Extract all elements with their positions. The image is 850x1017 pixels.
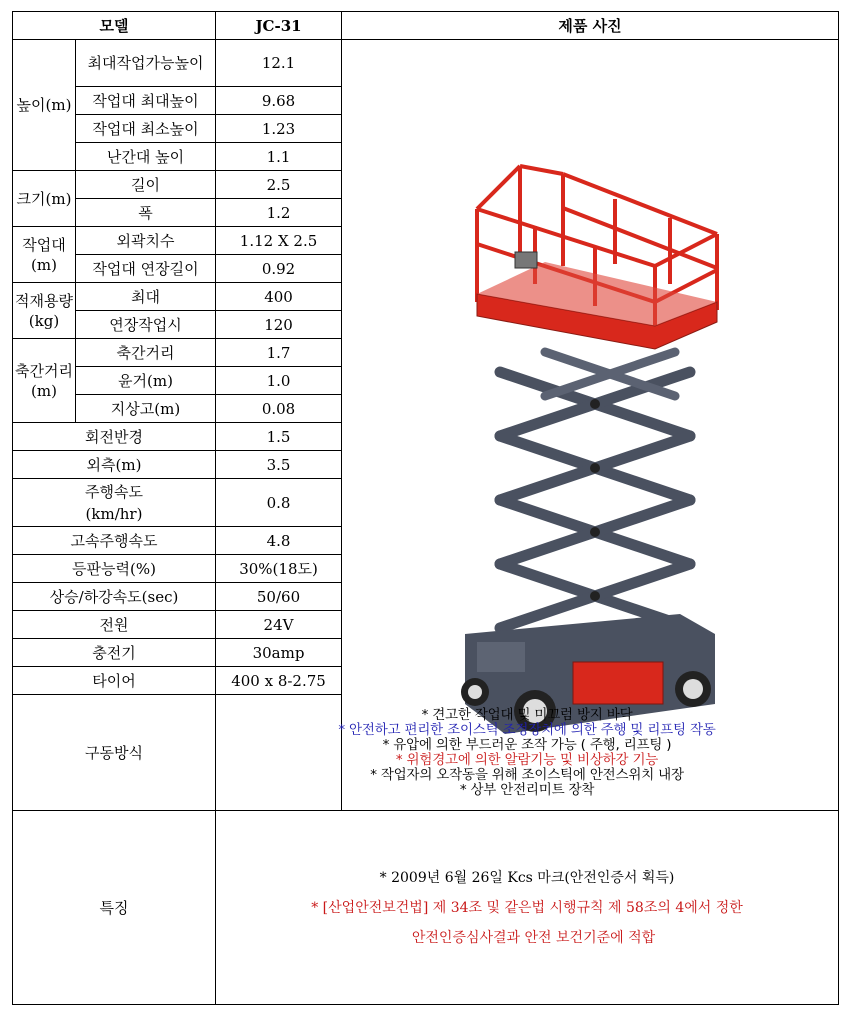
spec-name: 연장작업시 [76, 311, 216, 339]
spec-value: 1.2 [216, 199, 342, 227]
drive-line: * 상부 안전리미트 장착 [459, 781, 595, 798]
drive-line: * 작업자의 오작동을 위해 조이스틱에 안전스위치 내장 [370, 766, 684, 783]
scissor-lift-image [445, 144, 735, 734]
drive-label: 구동방식 [13, 695, 216, 811]
spec-name: 충전기 [13, 639, 216, 667]
spec-name: 외곽치수 [76, 227, 216, 255]
spec-name: 최대 [76, 283, 216, 311]
spec-name: 난간대 높이 [76, 143, 216, 171]
spec-value: 0.08 [216, 395, 342, 423]
spec-name: 윤거(m) [76, 367, 216, 395]
header-model: 모델 [13, 12, 216, 40]
feature-description [216, 811, 839, 1005]
spec-value: 1.23 [216, 115, 342, 143]
spec-value: 9.68 [216, 87, 342, 115]
spec-value: 30%(18도) [216, 555, 342, 583]
spec-name: 외측(m) [13, 451, 216, 479]
spec-value: 400 [216, 283, 342, 311]
drive-line: * 견고한 작업대 및 미끄럼 방지 바닥 [421, 706, 633, 723]
header-photo: 제품 사진 [342, 12, 839, 40]
feature-label: 특징 [13, 811, 216, 1005]
group-label-wheelbase: 축간거리(m) [13, 339, 76, 423]
group-label-platform: 작업대(m) [13, 227, 76, 283]
spec-name-text: 주행속도 (km/hr) [85, 482, 143, 523]
spec-value: 1.12 X 2.5 [216, 227, 342, 255]
drive-description [216, 695, 839, 811]
spec-name: 고속주행속도 [13, 527, 216, 555]
drive-line: * 안전하고 편리한 조이스틱 조정장치에 의한 주행 및 리프팅 작동 [338, 721, 716, 738]
group-label-size: 크기(m) [13, 171, 76, 227]
spec-value: 400 x 8-2.75 [216, 667, 342, 695]
feature-line: * [산업안전보건법] 제 34조 및 같은법 시행규칙 제 58조의 4에서 정한 [311, 899, 743, 916]
spec-name: 작업대 연장길이 [76, 255, 216, 283]
spec-name: 상승/하강속도(sec) [13, 583, 216, 611]
spec-value: 1.5 [216, 423, 342, 451]
spec-value: 2.5 [216, 171, 342, 199]
spec-value: 0.8 [216, 479, 342, 527]
spec-name: 작업대 최대높이 [76, 87, 216, 115]
spec-value: 12.1 [216, 40, 342, 87]
spec-name: 회전반경 [13, 423, 216, 451]
group-label-capacity: 적재용량(kg) [13, 283, 76, 339]
spec-name: 폭 [76, 199, 216, 227]
spec-name: 등판능력(%) [13, 555, 216, 583]
spec-value: 30amp [216, 639, 342, 667]
spec-name: 지상고(m) [76, 395, 216, 423]
feature-row [13, 811, 839, 1005]
feature-line: 안전인증심사결과 안전 보건기준에 적합 [411, 929, 656, 946]
spec-table [12, 11, 839, 1005]
spec-name: 길이 [76, 171, 216, 199]
group-label-height: 높이(m) [13, 40, 76, 171]
spec-value: 1.7 [216, 339, 342, 367]
spec-value: 120 [216, 311, 342, 339]
spec-value: 4.8 [216, 527, 342, 555]
drive-row [13, 695, 839, 811]
header-model-value: JC-31 [216, 12, 342, 40]
spec-name: 전원 [13, 611, 216, 639]
spec-name: 작업대 최소높이 [76, 115, 216, 143]
spec-value: 0.92 [216, 255, 342, 283]
drive-line: * 위험경고에 의한 알람기능 및 비상하강 기능 [395, 751, 659, 768]
spec-name [13, 479, 216, 527]
spec-name: 축간거리 [76, 339, 216, 367]
header-row [13, 12, 839, 40]
spec-name: 최대작업가능높이 [76, 40, 216, 87]
spec-value: 50/60 [216, 583, 342, 611]
spec-row [13, 40, 839, 87]
spec-value: 24V [216, 611, 342, 639]
drive-line: * 유압에 의한 부드러운 조작 가능 ( 주행, 리프팅 ) [382, 736, 672, 753]
feature-line: * 2009년 6월 26일 Kcs 마크(안전인증서 획득) [379, 869, 675, 886]
spec-value: 1.0 [216, 367, 342, 395]
spec-name: 타이어 [13, 667, 216, 695]
spec-value: 1.1 [216, 143, 342, 171]
spec-value: 3.5 [216, 451, 342, 479]
